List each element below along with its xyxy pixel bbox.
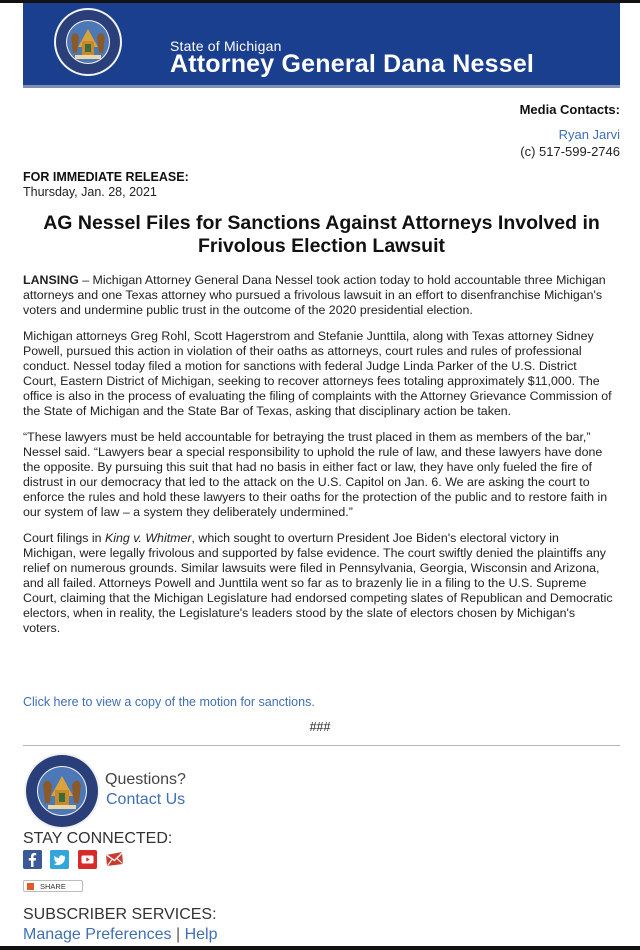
- stay-connected-label: STAY CONNECTED:: [23, 830, 173, 847]
- paragraph-4-text-a: Court filings in: [23, 531, 105, 545]
- subscriber-services-label: SUBSCRIBER SERVICES:: [23, 906, 217, 923]
- questions-label: Questions?: [105, 771, 186, 788]
- end-mark: ###: [309, 720, 331, 734]
- press-release-headline: AG Nessel Files for Sanctions Against Attorneys Involved in Frivolous Election Lawsuit: [43, 212, 600, 257]
- paragraph-4: [23, 531, 613, 636]
- twitter-icon[interactable]: [50, 850, 69, 869]
- header-banner: [23, 3, 620, 88]
- release-label: FOR IMMEDIATE RELEASE:: [23, 170, 189, 184]
- share-icon: [27, 883, 34, 890]
- share-label: SHARE: [40, 882, 66, 891]
- email-icon[interactable]: [105, 850, 124, 869]
- michigan-seal-icon: [53, 7, 123, 77]
- share-button[interactable]: [23, 880, 83, 892]
- footer-links: [23, 926, 217, 944]
- facebook-icon[interactable]: [23, 850, 42, 869]
- release-date: Thursday, Jan. 28, 2021: [23, 185, 157, 199]
- paragraph-4-text-b: , which sought to overturn President Joe Biden's electoral victory in Michigan, were legally frivolous and supported by false evidence. The court swiftly denied the plaintiffs any relief on numerous grounds. Similar lawsuits were filed in Pennsylvania, Georgia, Wisconsin and Arizona, and all failed. Attorneys Powell and Junttila went so far as to brazenly lie in a filing to the U.S. Supreme Court, claiming that the Michigan Legislature had endorsed competing slates of Republican and Democratic electors, when in reality, the Legislature's leaders stood by the slate of electors chosen by Michigan's voters.: [23, 531, 613, 635]
- press-release-body: [23, 273, 613, 647]
- help-link[interactable]: Help: [184, 926, 218, 943]
- motion-link[interactable]: Click here to view a copy of the motion for sanctions.: [23, 695, 315, 709]
- manage-preferences-link[interactable]: Manage Preferences: [23, 926, 172, 943]
- state-label: State of Michigan: [170, 38, 282, 54]
- media-contact-name[interactable]: Ryan Jarvi: [558, 127, 620, 142]
- paragraph-1-text: – Michigan Attorney General Dana Nessel took action today to hold accountable three Michigan attorneys and one Texas attorney who pursued a frivolous lawsuit in an effort to disenfranchise Michigan's voters and undermine public trust in the outcome of the 2020 presidential election.: [23, 273, 606, 317]
- youtube-icon[interactable]: [78, 850, 97, 869]
- divider: [23, 745, 620, 746]
- case-name: King v. Whitmer: [104, 531, 192, 545]
- contact-us-link[interactable]: Contact Us: [106, 791, 186, 808]
- paragraph-3: “These lawyers must be held accountable for betraying the trust placed in them as members of the bar,” Nessel said. “Lawyers bear a special responsibility to uphold the rule of law, and these lawyers have done the opposite. By pursuing this suit that had no basis in either fact or law, they have only fueled the fire of distrust in our democracy that led to the attack on the U.S. Capitol on Jan. 6. We are asking the court to enforce the rules and hold these lawyers to their oaths for the protection of the public and to restore faith in our system of law – a system they deliberately undermined.”: [23, 430, 608, 519]
- michigan-seal-footer-icon: [23, 752, 101, 830]
- link-separator: |: [171, 926, 185, 943]
- office-title: Attorney General Dana Nessel: [170, 50, 535, 78]
- dateline: LANSING: [23, 273, 79, 287]
- bottom-edge: [0, 946, 640, 950]
- media-contacts-label: Media Contacts:: [519, 102, 620, 117]
- media-contact-phone: (c) 517-599-2746: [520, 144, 620, 159]
- paragraph-1: [23, 273, 613, 318]
- paragraph-2: Michigan attorneys Greg Rohl, Scott Hagerstrom and Stefanie Junttila, along with Texas attorney Sidney Powell, pursued this action in violation of their oaths as attorneys, court rules and rules of professional conduct. Nessel today filed a motion for sanctions with federal Judge Linda Parker of the U.S. District Court, Eastern District of Michigan, seeking to recover attorneys fees totaling approximately $11,000. The office is also in the process of evaluating the filing of complaints with the Attorney Grievance Commission of the State of Michigan and the State Bar of Texas, asking that disciplinary action be taken.: [23, 329, 612, 418]
